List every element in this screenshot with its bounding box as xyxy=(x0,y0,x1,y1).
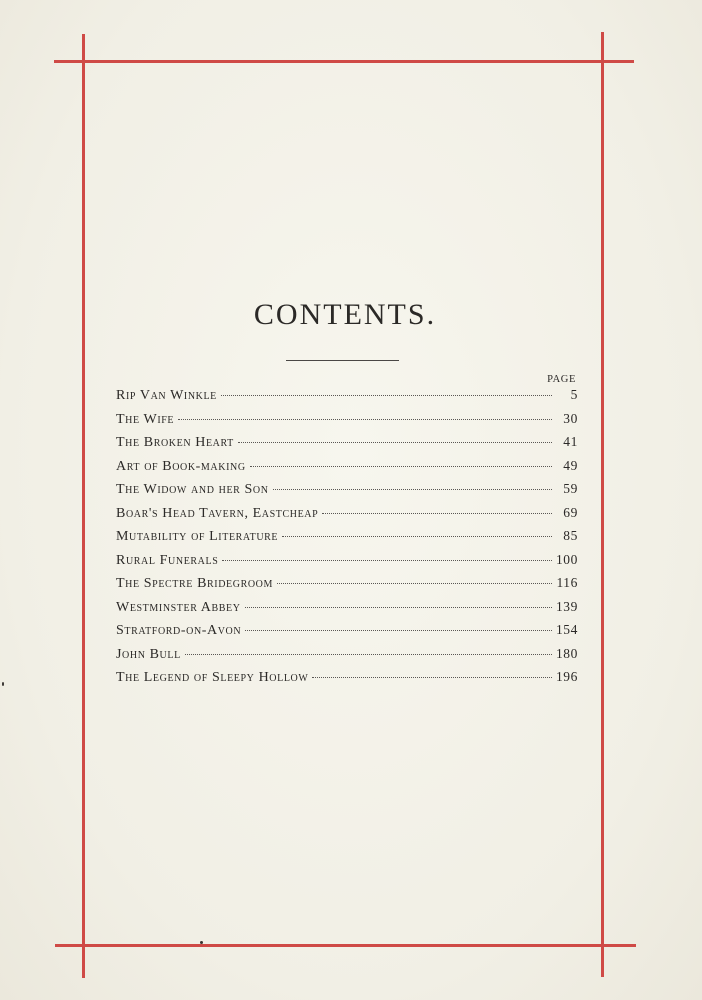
page-column-label: PAGE xyxy=(547,374,576,385)
dot-leader xyxy=(312,677,552,678)
toc-entry-title: The Wife xyxy=(116,411,175,427)
toc-entry-title: The Spectre Bridegroom xyxy=(116,576,273,591)
toc-entry-page: 139 xyxy=(555,598,578,614)
toc-entry-page: 85 xyxy=(563,528,578,543)
paper-speck xyxy=(200,941,203,944)
table-of-contents xyxy=(116,387,578,693)
red-border-left xyxy=(82,34,85,978)
dot-leader xyxy=(277,583,552,584)
toc-entry-page: 100 xyxy=(555,551,578,567)
toc-entry[interactable] xyxy=(116,434,578,458)
toc-entry-page: 59 xyxy=(563,481,578,496)
toc-entry-title: Westminster Abbey xyxy=(116,599,241,615)
toc-entry-page: 69 xyxy=(563,504,578,520)
heading-divider xyxy=(286,360,399,361)
toc-entry-title: Art of Book-making xyxy=(116,458,246,474)
toc-entry[interactable] xyxy=(116,622,578,646)
toc-entry-title: The Broken Heart xyxy=(116,435,234,450)
toc-entry-title: The Legend of Sleepy Hollow xyxy=(116,670,309,685)
toc-entry[interactable] xyxy=(116,481,578,505)
toc-entry-page: 154 xyxy=(555,622,578,637)
toc-entry-title: Boar's Head Tavern, Eastcheap xyxy=(116,505,319,521)
toc-entry-title: The Widow and her Son xyxy=(116,482,269,497)
dot-leader xyxy=(185,654,552,655)
toc-entry[interactable] xyxy=(116,505,578,529)
toc-entry-page: 49 xyxy=(563,457,578,473)
toc-entry-title: Stratford-on-Avon xyxy=(116,623,242,638)
toc-entry[interactable] xyxy=(116,669,578,693)
dot-leader xyxy=(221,395,552,396)
toc-entry-page: 196 xyxy=(555,669,578,684)
toc-entry-page: 180 xyxy=(555,645,578,661)
toc-entry[interactable] xyxy=(116,411,578,435)
toc-entry-page: 41 xyxy=(563,434,578,449)
toc-entry-page: 5 xyxy=(570,387,578,402)
toc-entry[interactable] xyxy=(116,387,578,411)
toc-entry-page: 30 xyxy=(563,410,578,426)
dot-leader xyxy=(178,419,552,420)
dot-leader xyxy=(273,489,552,490)
toc-entry-title: Rip Van Winkle xyxy=(116,388,217,403)
toc-entry-title: Mutability of Literature xyxy=(116,529,279,544)
toc-entry-page: 116 xyxy=(556,575,578,590)
dot-leader xyxy=(222,560,552,561)
paper-speck xyxy=(2,682,4,686)
red-border-bottom xyxy=(55,944,636,947)
toc-entry[interactable] xyxy=(116,599,578,623)
toc-entry[interactable] xyxy=(116,646,578,670)
toc-entry[interactable] xyxy=(116,552,578,576)
toc-entry-title: John Bull xyxy=(116,646,181,662)
dot-leader xyxy=(245,607,552,608)
dot-leader xyxy=(322,513,552,514)
red-border-top xyxy=(54,60,634,63)
red-border-right xyxy=(601,32,604,977)
dot-leader xyxy=(282,536,552,537)
toc-entry-title: Rural Funerals xyxy=(116,552,219,568)
dot-leader xyxy=(238,442,552,443)
toc-entry[interactable] xyxy=(116,528,578,552)
toc-entry[interactable] xyxy=(116,458,578,482)
toc-entry[interactable] xyxy=(116,575,578,599)
contents-heading: CONTENTS. xyxy=(253,298,437,331)
dot-leader xyxy=(250,466,552,467)
dot-leader xyxy=(245,630,552,631)
